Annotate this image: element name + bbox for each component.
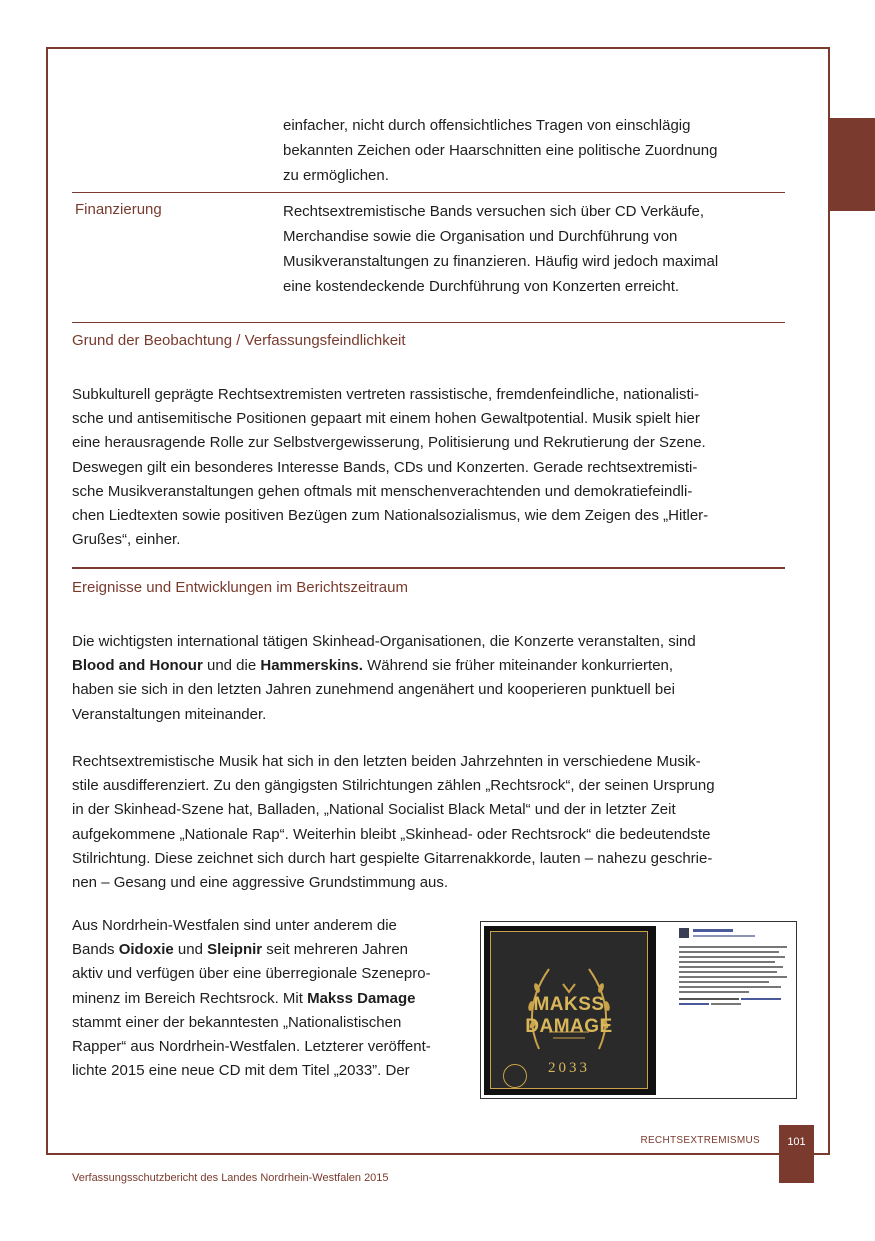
paragraph-nrw-bands: Aus Nordrhein-Westfalen sind unter anderem die Bands Oidoxie und Sleipnir seit mehreren Jahren aktiv und verfügen über eine überregionale Szenepro- minenz im Bereich Rechtsrock. Mit Makss Damage stammt einer der bekanntesten „Nationalistischen Rapper“ aus Nordrhein-Westfalen. Letzterer veröffent- lichte 2015 eine neue CD mit dem Titel „2033”. Der xyxy=(72,917,431,1080)
section-heading-grund: Grund der Beobachtung / Verfassungsfeindlichkeit xyxy=(72,332,406,349)
album-post-figure xyxy=(480,921,797,1099)
album-cover xyxy=(484,926,656,1095)
paragraph-music-styles: Rechtsextremistische Musik hat sich in den letzten beiden Jahrzehnten in verschiedene Musik- stile ausdifferenziert. Zu den gängigsten Stilrichtungen zählen „Rechtsrock“, der seinen Ursprung in der Skinhead-Szene hat, Balladen, „National Socialist Black Metal“ und der in letzter Zeit aufgekommene „Nationale Rap“. Weiterhin bleibt „Skinhead- oder Rechtsrock“ die bedeutendste Stilrichtung. Diese zeichnet sich durch hart gespielte Gitarrenakkorde, lauten – nahezu geschrie- nen – Gesang und eine aggressive Grundstimmung aus. xyxy=(72,753,715,892)
bold-makss-damage: Makss Damage xyxy=(307,989,416,1007)
bold-blood-and-honour: Blood and Honour xyxy=(72,657,203,675)
cover-year: 2033 xyxy=(548,1060,590,1076)
seal-icon xyxy=(503,1064,527,1088)
section-divider xyxy=(72,567,785,569)
table-label-finanzierung: Finanzierung xyxy=(75,201,162,218)
footer-report-title: Verfassungsschutzbericht des Landes Nordrhein-Westfalen 2015 xyxy=(72,1172,389,1184)
table-bottom-rule xyxy=(72,322,785,323)
section-heading-ereignisse: Ereignisse und Entwicklungen im Berichtszeitraum xyxy=(72,579,408,596)
bold-hammerskins: Hammerskins. xyxy=(260,657,363,675)
post-text-blurred xyxy=(679,926,791,1086)
page-number: 101 xyxy=(779,1125,814,1183)
chapter-tab xyxy=(830,118,875,211)
table-cell-previous: einfacher, nicht durch offensichtliches Tragen von einschlägig bekannten Zeichen oder Haarschnitten eine politische Zuordnung zu ermöglichen. xyxy=(283,117,718,184)
footer-section-title: RECHTSEXTREMISMUS xyxy=(640,1135,760,1146)
table-cell-finanzierung: Rechtsextremistische Bands versuchen sich über CD Verkäufe, Merchandise sowie die Organisation und Durchführung von Musikveranstaltungen zu finanzieren. Häufig wird jedoch maximal eine kostendeckende Durchführung von Konzerten erreicht. xyxy=(283,203,719,295)
bold-oidoxie: Oidoxie xyxy=(118,941,174,959)
cover-title: MAKSS DAMAGE xyxy=(525,994,613,1037)
table-row-divider xyxy=(72,192,785,193)
bold-sleipnir: Sleipnir xyxy=(207,941,263,959)
paragraph-organisations: Die wichtigsten international tätigen Skinhead-Organisationen, die Konzerte veranstalten, sind Blood and Honour und die Hammerskins. Während sie früher miteinander konkurrierten, haben sie sich in den letzten Jahren zunehmend angenähert und kooperieren punktuell bei Veranstaltungen miteinander. xyxy=(72,633,696,723)
paragraph-grund: Subkulturell geprägte Rechtsextremisten vertreten rassistische, fremdenfeindliche, nationalisti- sche und antisemitische Positionen gepaart mit einem hohen Gewaltpotential. Musik spielt hier eine herausragende Rolle zur Selbstvergewisserung, Politisierung und Rekrutierung der Szene. Deswegen gilt ein besonderes Interesse Bands, CDs und Konzerten. Gerade rechtsextremisti- sche Musikveranstaltungen gehen oftmals mit menschenverachtenden und demokratiefeindli- chen Liedtexten sowie positiven Bezügen zum Nationalsozialismus, wie dem Zeigen des „Hitler- Grußes“, einher. xyxy=(72,386,709,549)
